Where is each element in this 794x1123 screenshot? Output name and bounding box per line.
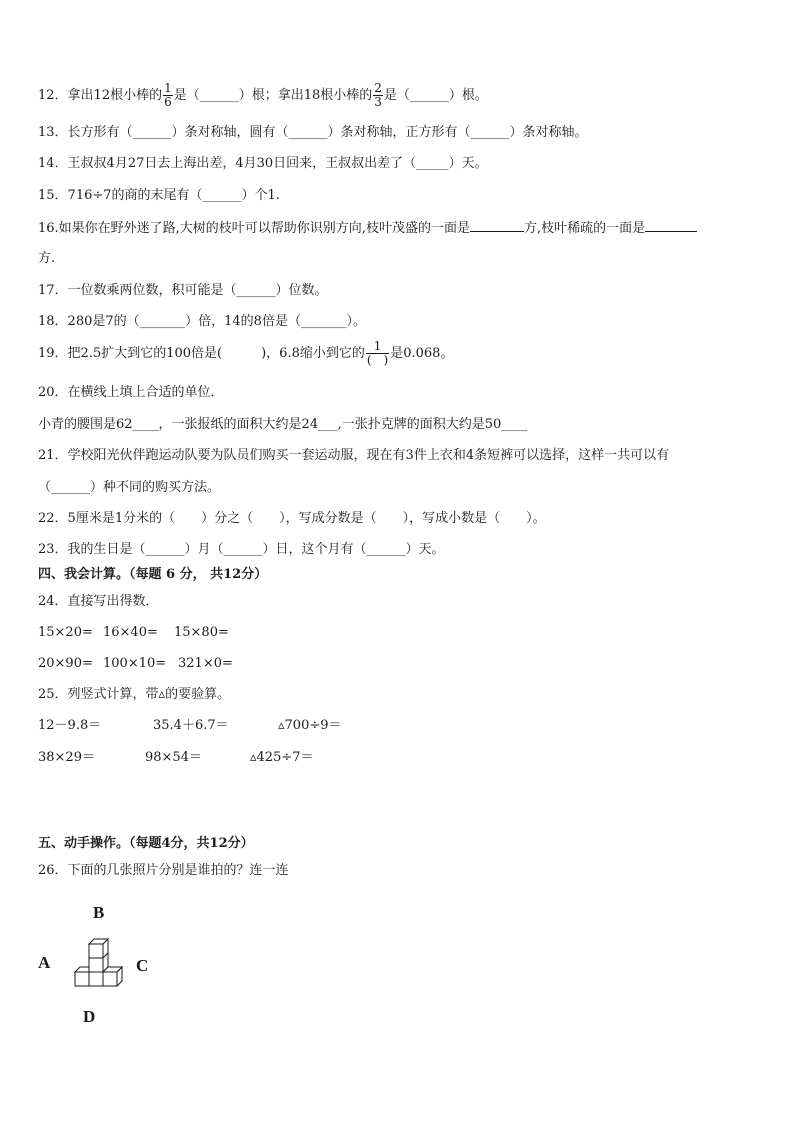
top-cube-front-face [89,944,103,958]
q25-r1-c2: 35.4＋6.7＝ [153,718,229,733]
right-cube-front-face [103,972,117,986]
q19-text-a: 19．把2.5扩大到它的100倍是( )，6.8缩小到它的 [38,346,365,361]
q16-text-a: 16.如果你在野外迷了路,大树的枝叶可以帮助你识别方向,枝叶茂盛的一面是 [38,221,470,236]
question-18: 18．280是7的（_______）倍，14的8倍是（_______）。 [38,314,366,329]
question-14: 14．王叔叔4月27日去上海出差，4月30日回来，王叔叔出差了（_____）天。 [38,156,488,171]
question-16 [38,220,697,237]
question-23: 23．我的生日是（______）月（______）日，这个月有（______）天。 [38,542,445,557]
q25-r2-c1: 38×29＝ [38,750,95,765]
q19-fraction: $\frac{1}{( )}$ [366,339,389,367]
center-cube-front-face [89,972,103,986]
camera-label-a: A [38,953,51,972]
question-25-title: 25．列竖式计算，带▵的要验算。 [38,687,231,702]
question-19 [38,340,453,367]
left-cube-front-face [75,972,89,986]
q24-r1-c1: 15×20= [38,625,93,640]
question-20-line: 小青的腰围是62____，一张报纸的面积大约是24___,一张扑克牌的面积大约是50____ [38,417,528,432]
q24-r2-c3: 321×0= [178,656,233,671]
question-24-title: 24．直接写出得数． [38,594,159,609]
q12-text-c: 是（______）根。 [383,88,488,103]
middle-cube-front-face [89,958,103,972]
q25-r2-c3: ▵425÷7＝ [250,750,314,765]
q25-r1-c1: 12－9.8＝ [38,718,102,733]
question-21-cont: （______）种不同的购买方法。 [38,480,221,495]
question-16-cont: 方. [38,251,56,266]
cube-stack-figure [68,934,124,992]
q16-blank-2 [645,220,697,232]
question-22: 22．5厘米是1分米的（ ）分之（ ），写成分数是（ ），写成小数是（ ）。 [38,511,546,526]
q25-r1-c3: ▵700÷9＝ [278,718,342,733]
q12-fraction-2: $\frac{2}{3}$ [374,81,382,109]
question-15: 15．716÷7的商的末尾有（______）个1. [38,188,280,203]
q24-r2-c2: 100×10= [103,656,167,671]
q24-r1-c3: 15×80= [174,625,229,640]
question-26-title: 26．下面的几张照片分别是谁拍的？连一连 [38,863,289,878]
camera-label-d: D [83,1007,96,1026]
camera-label-b: B [93,903,105,922]
section-4-heading: 四、我会计算。（每题 6 分， 共12分） [38,567,268,582]
q12-text-b: 是（______）根；拿出18根小棒的 [173,88,373,103]
q19-text-b: 是0.068。 [390,346,454,361]
q25-r2-c2: 98×54＝ [145,750,202,765]
q12-fraction-1: $\frac{1}{6}$ [164,81,172,109]
camera-label-c: C [136,956,149,975]
q16-text-b: 方,枝叶稀疏的一面是 [523,221,646,236]
question-12 [38,82,488,109]
question-20-title: 20．在横线上填上合适的单位． [38,385,224,400]
section-5-heading: 五、动手操作。（每题4分，共12分） [38,836,254,851]
q24-r1-c2: 16×40= [103,625,158,640]
left-cube-top-face [75,967,89,972]
q16-blank-1 [470,220,524,232]
question-13: 13．长方形有（______）条对称轴，圆有（______）条对称轴，正方形有（______）条对称轴。 [38,125,588,140]
q12-text-a: 12．拿出12根小棒的 [38,88,163,103]
q24-r2-c1: 20×90= [38,656,93,671]
question-17: 17．一位数乘两位数，积可能是（______）位数。 [38,283,328,298]
question-21: 21．学校阳光伙伴跑运动队要为队员们购买一套运动服，现在有3件上衣和4条短裤可以选择，这样一共可以有 [38,448,670,463]
